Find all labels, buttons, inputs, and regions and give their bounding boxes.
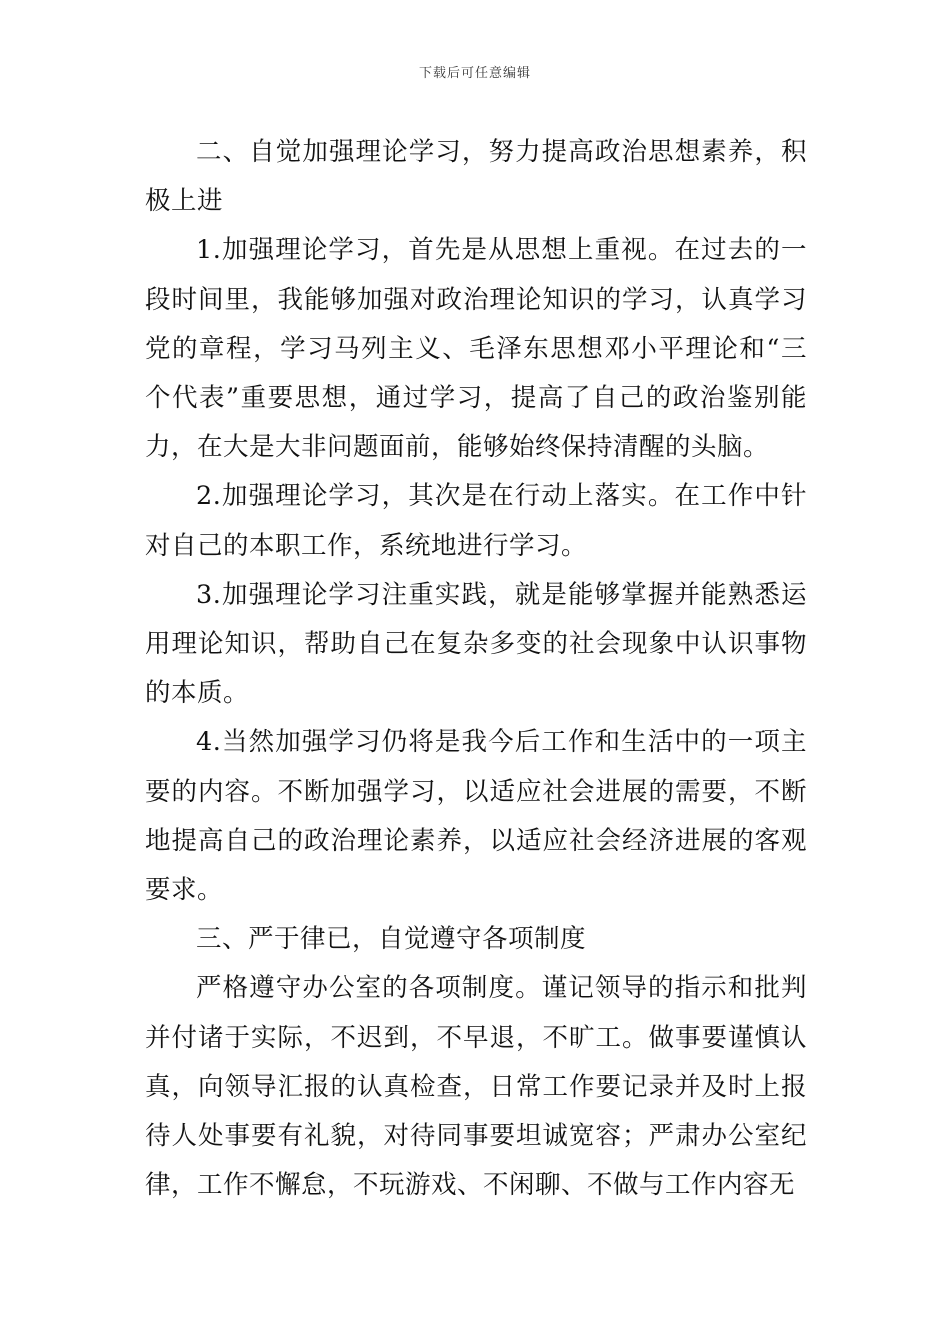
paragraph-item-1: 1.加强理论学习，首先是从思想上重视。在过去的一段时间里，我能够加强对政治理论知识的学习，认真学习党的章程，学习马列主义、毛泽东思想邓小平理论和“三个代表”重要思想，通过学习，提高了自己的政治鉴别能力，在大是大非问题面前，能够始终保持清醒的头脑。 <box>145 235 807 463</box>
paragraph-item-3: 3.加强理论学习注重实践，就是能够掌握并能熟悉运用理论知识，帮助自己在复杂多变的社会现象中认识事物的本质。 <box>145 579 807 709</box>
paragraph-item-2: 2.加强理论学习，其次是在行动上落实。在工作中针对自己的本职工作，系统地进行学习。 <box>145 481 807 561</box>
section-heading-2: 二、自觉加强理论学习，努力提高政治思想素养，积极上进 <box>145 137 807 217</box>
paragraph-rules: 严格遵守办公室的各项制度。谨记领导的指示和批判并付诸于实际，不迟到，不早退，不旷工。做事要谨慎认真，向领导汇报的认真检查，日常工作要记录并及时上报待人处事要有礼貌，对待同事要坦诚宽容；严肃办公室纪律，工作不懈怠，不玩游戏、不闲聊、不做与工作内容无 <box>145 973 807 1201</box>
paragraph-item-4: 4.当然加强学习仍将是我今后工作和生活中的一项主要的内容。不断加强学习，以适应社会进展的需要，不断地提高自己的政治理论素养，以适应社会经济进展的客观要求。 <box>145 727 807 906</box>
document-body <box>145 128 807 1210</box>
page-header: 下载后可任意编辑 <box>418 66 531 81</box>
section-heading-3: 三、严于律已，自觉遵守各项制度 <box>196 924 587 955</box>
